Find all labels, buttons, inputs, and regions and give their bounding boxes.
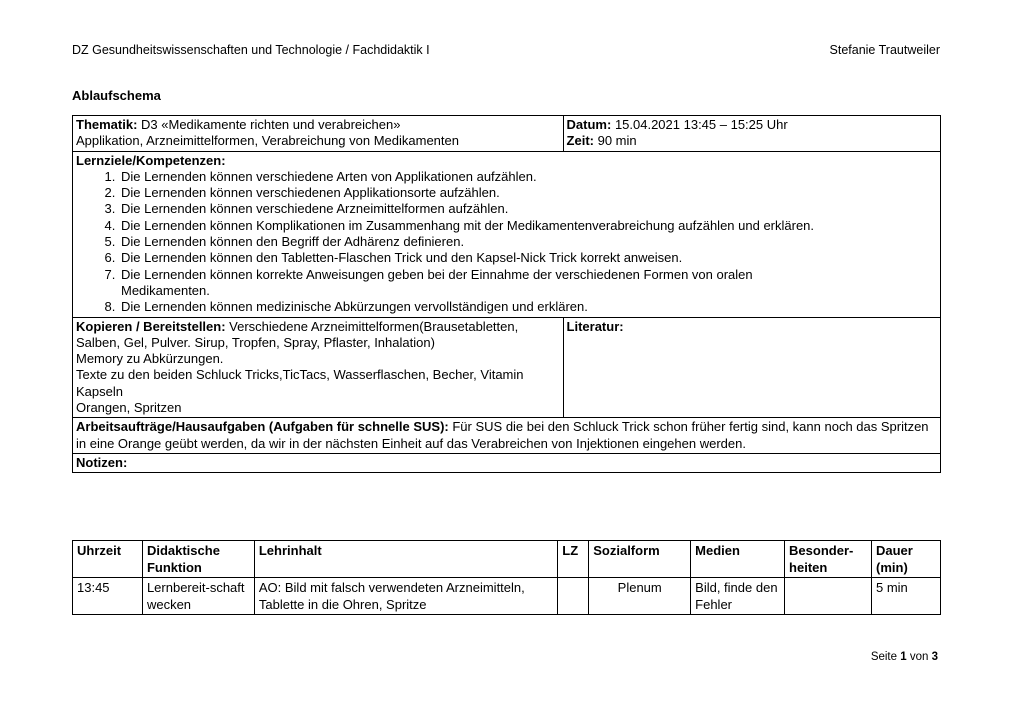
literatur-cell <box>563 317 940 418</box>
col-header-sozialform: Sozialform <box>589 541 691 578</box>
notizen-label: Notizen: <box>76 454 128 470</box>
lernziel-item: 8. Die Lernenden können medizinische Abkürzungen vervollständigen und erklären. <box>119 299 937 315</box>
cell-lehrinhalt: AO: Bild mit falsch verwendeten Arzneimitteln, Tablette in die Ohren, Spritze <box>254 578 557 615</box>
literatur-label: Literatur: <box>566 318 624 334</box>
plan-table <box>72 115 941 473</box>
datum-cell <box>563 116 940 152</box>
lernziel-item: 1. Die Lernenden können verschiedene Arten von Applikationen aufzählen. <box>119 169 937 185</box>
header-course: DZ Gesundheitswissenschaften und Technologie / Fachdidaktik I <box>72 43 430 57</box>
lernziel-item: 6. Die Lernenden können den Tabletten-Flaschen Trick und den Kapsel-Nick Trick korrekt anweisen. <box>119 250 937 266</box>
table-row <box>73 578 941 615</box>
thematik-label: Thematik: <box>76 117 138 132</box>
col-header-medien: Medien <box>691 541 785 578</box>
lernziel-item: 7. Die Lernenden können korrekte Anweisungen geben bei der Einnahme der verschiedenen Formen von oralen Medikamenten. <box>119 267 937 300</box>
kopieren-cell <box>73 317 564 418</box>
lernziele-cell <box>73 151 941 317</box>
col-header-lehrinhalt: Lehrinhalt <box>254 541 557 578</box>
thematik-title: D3 «Medikamente richten und verabreichen» <box>141 117 401 132</box>
footer-total: 3 <box>931 651 938 663</box>
cell-sozialform: Plenum <box>589 578 691 615</box>
notizen-row <box>73 453 941 472</box>
footer-mid: von <box>909 651 929 663</box>
header-author: Stefanie Trautweiler <box>829 43 940 57</box>
cell-funktion: Lernbereit-schaft wecken <box>142 578 254 615</box>
kopieren-text: Verschiedene Arzneimittelformen(Brausetabletten, Salben, Gel, Pulver. Sirup, Tropfen, Spray, Pflaster, Inhalation) <box>76 318 519 350</box>
lernziele-row <box>73 151 941 317</box>
col-header-lz: LZ <box>558 541 589 578</box>
kopieren-row <box>73 317 941 418</box>
footer-page: 1 <box>900 651 907 663</box>
lernziel-item: 5. Die Lernenden können den Begriff der Adhärenz definieren. <box>119 234 937 250</box>
lernziel-item: 3. Die Lernenden können verschiedene Arzneimittelformen aufzählen. <box>119 201 937 217</box>
page-footer <box>871 651 938 663</box>
lernziele-label: Lernziele/Kompetenzen: <box>76 152 226 168</box>
datum-label: Datum: <box>566 117 612 132</box>
lernziel-item: 2. Die Lernenden können verschiedenen Applikationsorte aufzählen. <box>119 185 937 201</box>
col-header-besonderheiten: Besonder-heiten <box>785 541 872 578</box>
col-header-uhrzeit: Uhrzeit <box>73 541 143 578</box>
zeit-value: 90 min <box>597 133 637 149</box>
col-header-dauer: Dauer (min) <box>872 541 941 578</box>
cell-uhrzeit: 13:45 <box>73 578 143 615</box>
lernziel-item: 4. Die Lernenden können Komplikationen im Zusammenhang mit der Medikamentenverabreichung aufzählen und erklären. <box>119 218 937 234</box>
thematik-cell <box>73 116 564 152</box>
lernziele-list <box>76 169 937 316</box>
notizen-cell <box>73 453 941 472</box>
zeit-label: Zeit: <box>566 133 594 149</box>
kopieren-orangen: Orangen, Spritzen <box>76 400 182 416</box>
cell-medien: Bild, finde den Fehler <box>691 578 785 615</box>
kopieren-memory: Memory zu Abkürzungen. <box>76 351 224 367</box>
cell-besonderheiten <box>785 578 872 615</box>
thematik-row <box>73 116 941 152</box>
footer-prefix: Seite <box>870 651 898 663</box>
cell-lz <box>558 578 589 615</box>
schedule-header-row <box>73 541 941 578</box>
kopieren-label: Kopieren / Bereitstellen: <box>76 318 226 334</box>
cell-dauer: 5 min <box>872 578 941 615</box>
schedule-table <box>72 540 941 615</box>
col-header-funktion: Didaktische Funktion <box>142 541 254 578</box>
arbeitsauftraege-text: Für SUS die bei den Schluck Trick schon früher fertig sind, kann noch das Spritzen in eine Orange geübt werden, da wir in der nächsten Einheit auf das Verabreichen von Injektionen eingehen werden. <box>76 419 929 451</box>
page-title: Ablaufschema <box>72 88 161 103</box>
kopieren-texte: Texte zu den beiden Schluck Tricks,TicTacs, Wasserflaschen, Becher, Vitamin Kapseln <box>76 367 524 399</box>
arbeitsauftraege-row <box>73 418 941 454</box>
datum-value: 15.04.2021 13:45 – 15:25 Uhr <box>614 117 788 132</box>
arbeitsauftraege-cell <box>73 418 941 454</box>
thematik-subtitle: Applikation, Arzneimittelformen, Verabreichung von Medikamenten <box>76 133 459 149</box>
arbeitsauftraege-label: Arbeitsaufträge/Hausaufgaben (Aufgaben für schnelle SUS): <box>76 419 449 435</box>
